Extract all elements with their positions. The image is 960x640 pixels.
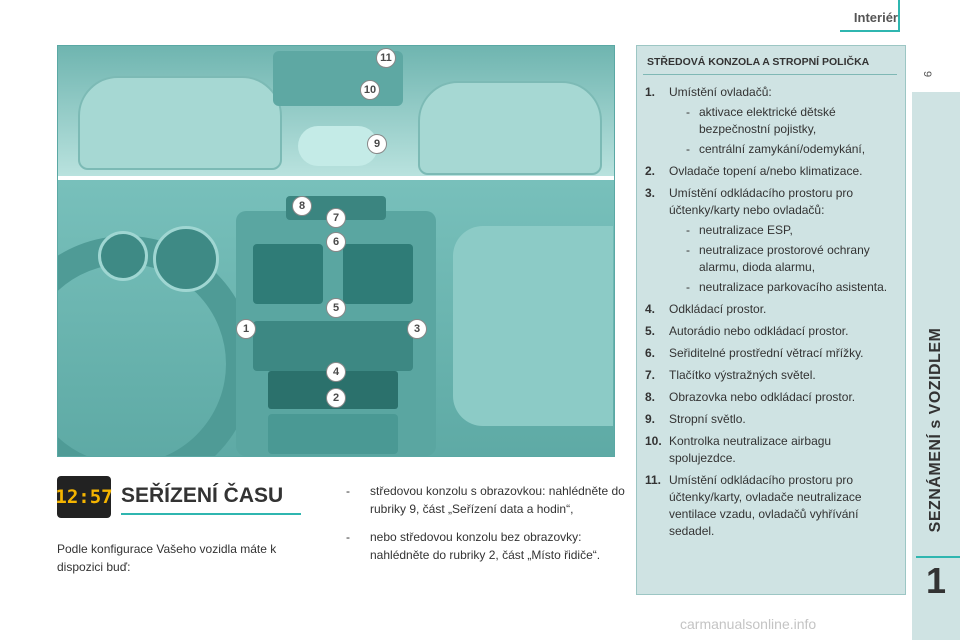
chapter-title: SEZNÁMENÍ s VOZIDLEM — [927, 327, 944, 533]
item-number: 10. — [645, 434, 662, 448]
callout-badge: 6 — [326, 232, 346, 252]
item-text: Odkládací prostor. — [669, 302, 767, 316]
legend-list — [645, 76, 901, 545]
callout-badge: 4 — [326, 362, 346, 382]
legend-item — [645, 472, 901, 540]
legend-item — [645, 84, 901, 158]
header-accent-vertical — [898, 0, 900, 32]
section-rule — [121, 513, 301, 515]
item-sub: - neutralizace prostorové ochrany alarmu, dioda alarmu, — [669, 242, 901, 276]
section-header: Interiér — [853, 10, 898, 25]
legend-item — [645, 389, 901, 406]
callout-badge: 3 — [407, 319, 427, 339]
legend-item — [645, 367, 901, 384]
item-number: 9. — [645, 412, 656, 426]
item-number: 7. — [645, 368, 656, 382]
legend-item — [645, 323, 901, 340]
legend-item — [645, 411, 901, 428]
watermark: carmanualsonline.info — [680, 616, 817, 632]
panel-title: STŘEDOVÁ KONZOLA A STROPNÍ POLIČKA — [647, 56, 870, 68]
sun-visor-left — [78, 76, 282, 170]
item-text: Umístění ovladačů: — [669, 85, 772, 99]
item-text: Ovladače topení a/nebo klimatizace. — [669, 164, 863, 178]
chapter-separator — [916, 556, 960, 558]
callout-badge: 8 — [292, 196, 312, 216]
callout-badge: 1 — [236, 319, 256, 339]
vent-right — [343, 244, 413, 304]
item-number: 4. — [645, 302, 656, 316]
clock-display-digits: 12:57 — [55, 486, 113, 508]
item-sub: - neutralizace parkovacího asistenta. — [669, 279, 901, 296]
callout-badge: 7 — [326, 208, 346, 228]
item-number: 3. — [645, 186, 656, 200]
gauge-small — [98, 231, 148, 281]
chapter-number: 1 — [925, 560, 947, 601]
sun-visor-right — [418, 81, 602, 175]
item-sub: - aktivace elektrické dětské bezpečnostní pojistky, — [669, 104, 901, 138]
clock-display-icon — [57, 476, 111, 518]
roof-light — [298, 126, 378, 166]
item-text: Umístění odkládacího prostoru pro účtenky/karty, ovladače neutralizace ventilace vzadu, ovladačů vyhřívání sedadel. — [669, 473, 862, 538]
bullet-list — [346, 482, 626, 574]
callout-badge: 10 — [360, 80, 380, 100]
interior-photo — [57, 45, 615, 457]
callout-badge: 9 — [367, 134, 387, 154]
legend-item — [645, 185, 901, 296]
item-number: 5. — [645, 324, 656, 338]
gauge-speedometer — [153, 226, 219, 292]
glovebox — [453, 226, 613, 426]
item-sub: - centrální zamykání/odemykání, — [669, 141, 901, 158]
item-number: 8. — [645, 390, 656, 404]
intro-paragraph: Podle konfigurace Vašeho vozidla máte k dispozici buď: — [57, 542, 277, 574]
item-number: 11. — [645, 473, 662, 487]
info-panel — [636, 45, 906, 595]
item-number: 2. — [645, 164, 656, 178]
header-accent-line — [840, 30, 900, 32]
climate-controls — [268, 414, 398, 454]
item-text: Stropní světlo. — [669, 412, 746, 426]
callout-badge: 5 — [326, 298, 346, 318]
panel-rule — [643, 74, 897, 75]
bullet-item: - středovou konzolu s obrazovkou: nahlédněte do rubriky 9, část „Seřízení data a hodin“, — [346, 482, 626, 518]
legend-item — [645, 433, 901, 467]
item-text: Umístění odkládacího prostoru pro účtenky/karty nebo ovladačů: — [669, 186, 854, 217]
item-text: Seřiditelné prostřední větrací mřížky. — [669, 346, 864, 360]
item-number: 6. — [645, 346, 656, 360]
item-text: Autorádio nebo odkládací prostor. — [669, 324, 849, 338]
bullet-item: - nebo středovou konzolu bez obrazovky: nahlédněte do rubriky 2, část „Místo řidiče“. — [346, 528, 626, 564]
item-text: Tlačítko výstražných světel. — [669, 368, 816, 382]
callout-badge: 11 — [376, 48, 396, 68]
page-number: 9 — [921, 70, 934, 78]
section-title: SEŘÍZENÍ ČASU — [121, 484, 284, 507]
item-sub: - neutralizace ESP, — [669, 222, 901, 239]
item-text: Kontrolka neutralizace airbagu spolujezdce. — [669, 434, 832, 465]
legend-item — [645, 345, 901, 362]
legend-item — [645, 301, 901, 318]
item-number: 1. — [645, 85, 656, 99]
callout-badge: 2 — [326, 388, 346, 408]
legend-item — [645, 163, 901, 180]
vent-left — [253, 244, 323, 304]
item-text: Obrazovka nebo odkládací prostor. — [669, 390, 856, 404]
